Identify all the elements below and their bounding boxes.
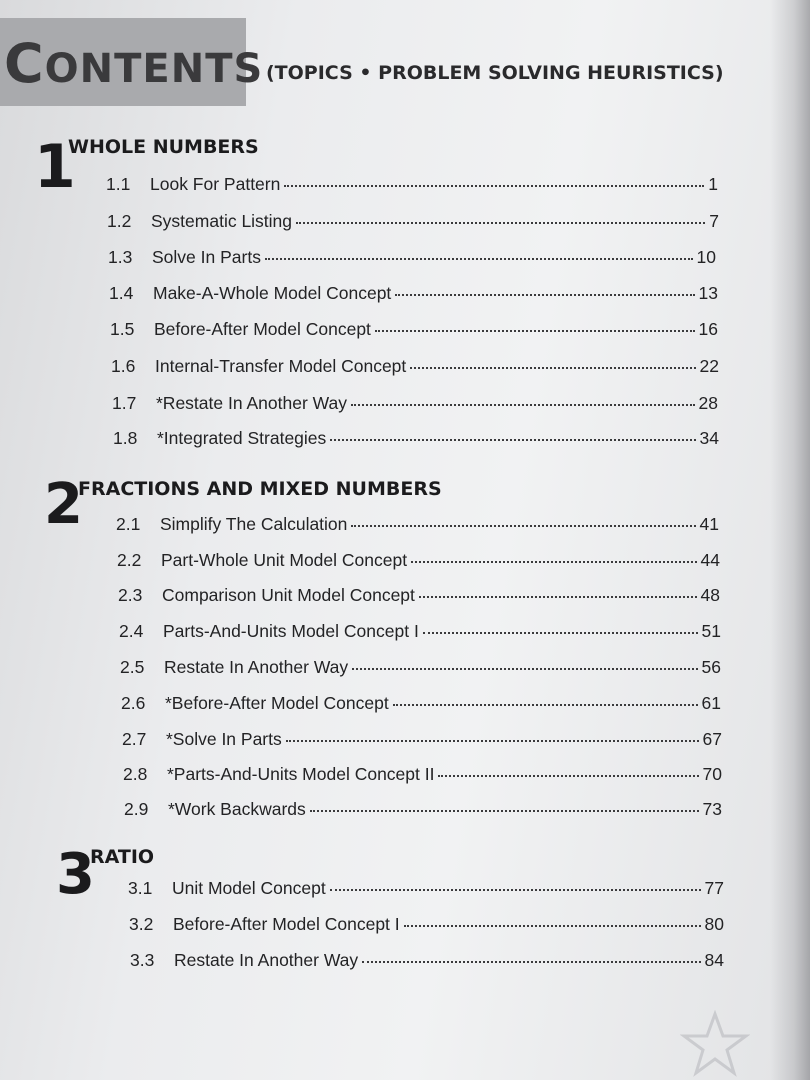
page-edge-shadow (770, 0, 810, 1080)
dot-leader (296, 222, 705, 224)
page-subtitle: (TOPICS • PROBLEM SOLVING HEURISTICS) (266, 62, 724, 84)
entry-page: 67 (702, 729, 722, 749)
entry-number: 2.4 (119, 621, 144, 641)
entry-label: Before-After Model Concept I (173, 914, 400, 934)
dot-leader (330, 439, 695, 441)
entry-label: Restate In Another Way (164, 657, 349, 677)
star-watermark-icon (680, 1010, 750, 1080)
dot-leader (330, 889, 701, 891)
dot-leader (351, 525, 695, 527)
entry-label: *Integrated Strategies (157, 428, 327, 448)
entry-number: 1.5 (110, 319, 135, 339)
entry-number: 1.3 (108, 247, 133, 267)
entry-number: 3.1 (128, 878, 153, 898)
page-title (4, 32, 263, 95)
entry-number: 2.2 (117, 550, 142, 570)
entry-number: 1.6 (111, 356, 136, 376)
entry-page: 61 (701, 693, 721, 713)
entry-label: Solve In Parts (152, 247, 261, 267)
dot-leader (351, 404, 695, 406)
entry-label: Restate In Another Way (174, 950, 359, 970)
dot-leader (352, 668, 697, 670)
chapter-title: RATIO (90, 846, 155, 868)
toc-entry[interactable] (122, 729, 722, 750)
entry-page: 84 (704, 950, 724, 970)
toc-entry[interactable] (117, 550, 720, 571)
entry-label: *Restate In Another Way (156, 393, 347, 413)
entry-page: 22 (699, 356, 719, 376)
dot-leader (411, 561, 696, 563)
entry-page: 41 (699, 514, 719, 534)
page-title-rest: ONTENTS (44, 46, 264, 92)
toc-entry[interactable] (112, 393, 718, 414)
entry-number: 2.3 (118, 585, 143, 605)
dot-leader (310, 810, 699, 812)
entry-number: 1.8 (113, 428, 138, 448)
entry-number: 1.1 (106, 174, 131, 194)
entry-page: 77 (704, 878, 724, 898)
chapter-title: WHOLE NUMBERS (68, 136, 259, 158)
entry-page: 10 (696, 247, 716, 267)
dot-leader (375, 330, 695, 332)
entry-label: Before-After Model Concept (154, 319, 371, 339)
dot-leader (404, 925, 701, 927)
entry-label: *Work Backwards (168, 799, 306, 819)
dot-leader (438, 775, 698, 777)
entry-number: 2.6 (121, 693, 146, 713)
entry-page: 16 (698, 319, 718, 339)
entry-number: 1.4 (109, 283, 134, 303)
entry-page: 51 (701, 621, 721, 641)
entry-number: 1.7 (112, 393, 137, 413)
chapter-number: 1 (34, 132, 76, 202)
entry-number: 2.5 (120, 657, 145, 677)
dot-leader (393, 704, 698, 706)
dot-leader (423, 632, 698, 634)
chapter-number: 2 (44, 472, 83, 537)
entry-page: 34 (699, 428, 719, 448)
toc-entry[interactable] (118, 585, 720, 606)
dot-leader (410, 367, 695, 369)
entry-label: Unit Model Concept (172, 878, 326, 898)
entry-page: 44 (700, 550, 720, 570)
entry-label: *Solve In Parts (166, 729, 282, 749)
entry-number: 3.2 (129, 914, 154, 934)
dot-leader (419, 596, 697, 598)
toc-entry[interactable] (121, 693, 721, 714)
entry-label: Simplify The Calculation (160, 514, 348, 534)
toc-entry[interactable] (113, 428, 719, 449)
entry-number: 2.9 (124, 799, 149, 819)
toc-entry[interactable] (120, 657, 721, 678)
toc-entry[interactable] (109, 283, 718, 304)
toc-entry[interactable] (119, 621, 721, 642)
toc-entry[interactable] (129, 914, 724, 935)
entry-label: Comparison Unit Model Concept (162, 585, 415, 605)
entry-label: *Parts-And-Units Model Concept II (167, 764, 435, 784)
toc-entry[interactable] (128, 878, 724, 899)
dot-leader (286, 740, 699, 742)
dot-leader (265, 258, 693, 260)
entry-page: 48 (700, 585, 720, 605)
toc-entry[interactable] (107, 211, 719, 232)
page-title-initial: C (4, 32, 45, 95)
entry-label: Part-Whole Unit Model Concept (161, 550, 408, 570)
entry-page: 80 (704, 914, 724, 934)
entry-number: 2.8 (123, 764, 148, 784)
entry-page: 13 (698, 283, 718, 303)
chapter-title: FRACTIONS AND MIXED NUMBERS (78, 478, 442, 500)
entry-label: Look For Pattern (150, 174, 281, 194)
toc-entry[interactable] (116, 514, 719, 535)
entry-page: 1 (708, 174, 718, 194)
entry-number: 3.3 (130, 950, 155, 970)
entry-label: Parts-And-Units Model Concept I (163, 621, 419, 641)
dot-leader (362, 961, 700, 963)
entry-label: Internal-Transfer Model Concept (155, 356, 407, 376)
toc-entry[interactable] (106, 174, 718, 195)
entry-number: 1.2 (107, 211, 132, 231)
toc-entry[interactable] (111, 356, 719, 377)
toc-entry[interactable] (124, 799, 722, 820)
toc-entry[interactable] (123, 764, 722, 785)
entry-page: 56 (701, 657, 721, 677)
toc-entry[interactable] (108, 247, 716, 268)
entry-page: 7 (709, 211, 719, 231)
entry-label: Systematic Listing (151, 211, 293, 231)
chapter-number: 3 (56, 842, 95, 907)
dot-leader (395, 294, 694, 296)
entry-number: 2.7 (122, 729, 147, 749)
entry-label: *Before-After Model Concept (165, 693, 389, 713)
entry-label: Make-A-Whole Model Concept (153, 283, 392, 303)
dot-leader (284, 185, 704, 187)
entry-page: 73 (702, 799, 722, 819)
toc-entry[interactable] (110, 319, 718, 340)
entry-page: 28 (698, 393, 718, 413)
entry-page: 70 (702, 764, 722, 784)
toc-entry[interactable] (130, 950, 724, 971)
entry-number: 2.1 (116, 514, 141, 534)
